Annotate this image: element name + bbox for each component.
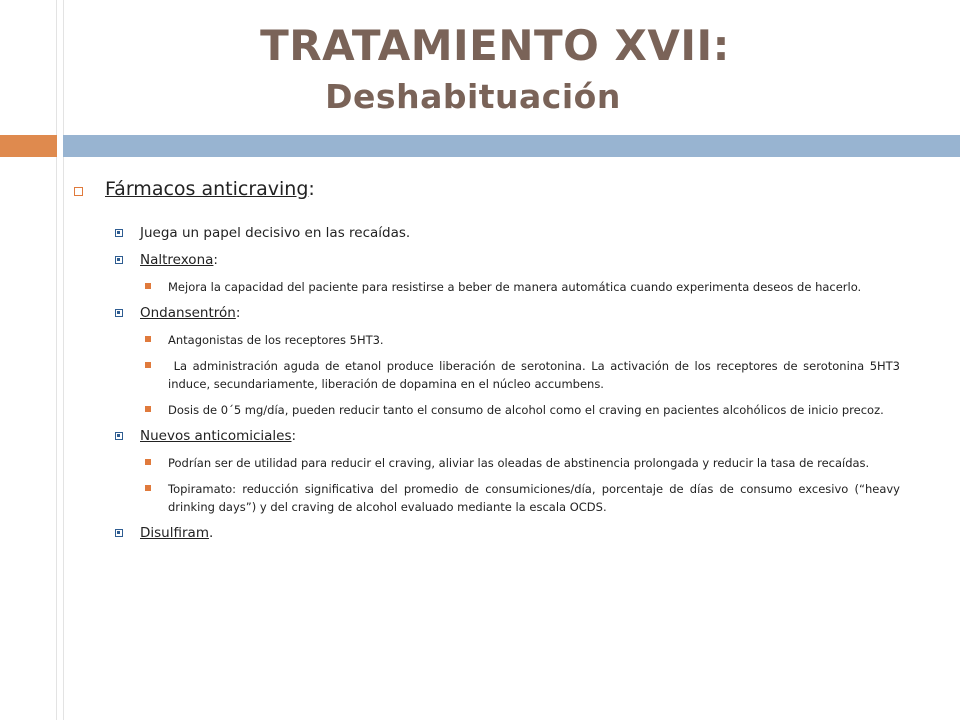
- sub-item-text: Topiramato: reducción significativa del promedio de consumiciones/día, porcentaje de días de consumo excesivo (“heavy drinking days”) y del craving de alcohol evaluado mediante la escala OCDS.: [168, 482, 900, 514]
- list-item-anticomiciales: [115, 427, 904, 445]
- sub-item-text: Mejora la capacidad del paciente para resistirse a beber de manera automática cuando experimenta deseos de hacerlo.: [168, 280, 862, 294]
- heading-suffix: :: [308, 178, 315, 200]
- sub-item: [145, 357, 904, 393]
- orange-square-bullet-icon: [145, 459, 151, 465]
- orange-square-bullet-icon: [145, 283, 151, 289]
- sub-item: [145, 278, 904, 296]
- bullet-content: [74, 178, 904, 551]
- sub-item-text: Podrían ser de utilidad para reducir el craving, aliviar las oleadas de abstinencia prolongada y reducir la tasa de recaídas.: [168, 456, 870, 470]
- item-suffix: :: [235, 305, 241, 321]
- square-bullet-icon: [115, 229, 123, 237]
- item-suffix: .: [208, 525, 214, 541]
- item-label: Naltrexona: [140, 252, 214, 268]
- accent-bar-orange: [0, 135, 57, 157]
- sub-item: [145, 401, 904, 419]
- sub-item: [145, 454, 904, 472]
- list-item-ondansentron: [115, 304, 904, 322]
- square-bullet-icon: [115, 432, 123, 440]
- title-line-2: Deshabituación: [325, 77, 621, 116]
- accent-bar-blue: [63, 135, 960, 157]
- square-bullet-icon: [115, 256, 123, 264]
- item-label: Ondansentrón: [140, 305, 236, 321]
- slide-title: [0, 18, 960, 122]
- square-bullet-icon: [115, 309, 123, 317]
- main-heading: [74, 178, 904, 200]
- outline-square-bullet-icon: [74, 187, 83, 196]
- orange-square-bullet-icon: [145, 362, 151, 368]
- sub-item-text: La administración aguda de etanol produce liberación de serotonina. La activación de los receptores de serotonina 5HT3 induce, secundariamente, liberación de dopamina en el núcleo accumbens.: [168, 359, 904, 391]
- list-item-recaidas: [115, 224, 904, 242]
- orange-square-bullet-icon: [145, 336, 151, 342]
- item-label: Disulfiram: [140, 525, 209, 541]
- orange-square-bullet-icon: [145, 406, 151, 412]
- list-item-disulfiram: [115, 524, 904, 542]
- item-suffix: :: [213, 252, 218, 268]
- list-item-naltrexona: [115, 251, 904, 269]
- heading-label: Fármacos anticraving: [105, 178, 309, 200]
- square-bullet-icon: [115, 529, 123, 537]
- orange-square-bullet-icon: [145, 485, 151, 491]
- item-label: Nuevos anticomiciales: [140, 428, 292, 444]
- sub-item-text: Antagonistas de los receptores 5HT3.: [168, 333, 384, 347]
- sub-item: [145, 480, 904, 516]
- sub-item-text: Dosis de 0´5 mg/día, pueden reducir tanto el consumo de alcohol como el craving en pacientes alcohólicos de inicio precoz.: [168, 403, 884, 417]
- sub-item: [145, 331, 904, 349]
- item-label: Juega un papel decisivo en las recaídas.: [140, 225, 411, 241]
- title-line-1: TRATAMIENTO XVII:: [260, 21, 730, 70]
- item-suffix: :: [291, 428, 297, 444]
